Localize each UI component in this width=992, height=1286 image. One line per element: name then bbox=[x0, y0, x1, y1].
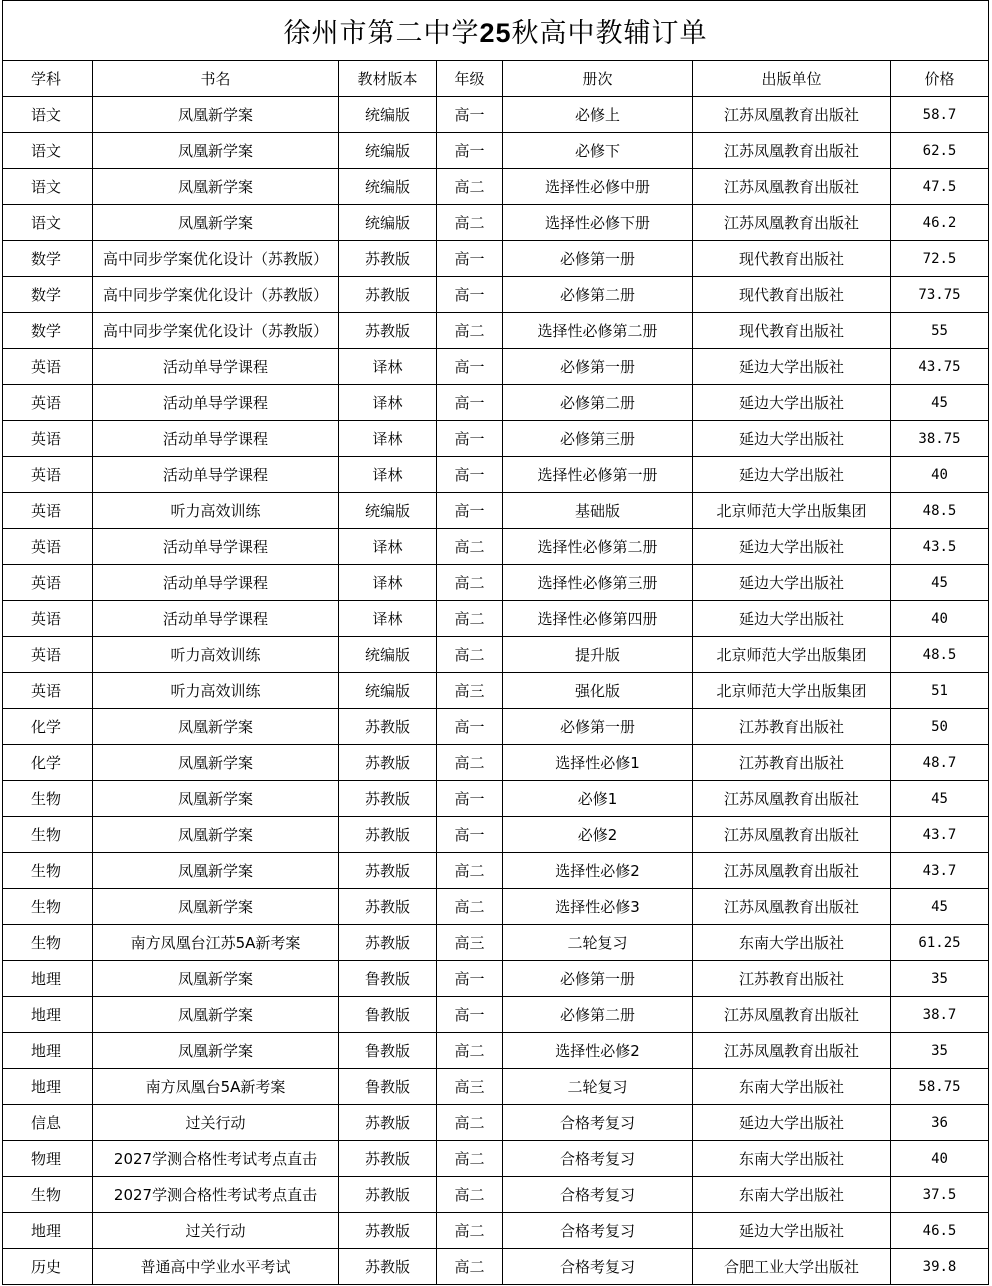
column-header-grade: 年级 bbox=[437, 61, 503, 97]
cell-book-title: 普通高中学业水平考试 bbox=[93, 1249, 339, 1285]
cell-price: 61.25 bbox=[891, 925, 989, 961]
cell-price: 47.5 bbox=[891, 169, 989, 205]
table-row bbox=[3, 997, 989, 1033]
cell-volume: 必修第一册 bbox=[503, 349, 693, 385]
cell-book-title: 听力高效训练 bbox=[93, 637, 339, 673]
order-sheet bbox=[2, 0, 988, 1285]
cell-publisher: 东南大学出版社 bbox=[693, 925, 891, 961]
cell-edition: 统编版 bbox=[339, 493, 437, 529]
cell-volume: 合格考复习 bbox=[503, 1141, 693, 1177]
cell-edition: 统编版 bbox=[339, 673, 437, 709]
cell-edition: 苏教版 bbox=[339, 277, 437, 313]
cell-subject: 生物 bbox=[3, 853, 93, 889]
cell-publisher: 现代教育出版社 bbox=[693, 313, 891, 349]
table-row bbox=[3, 853, 989, 889]
cell-publisher: 江苏教育出版社 bbox=[693, 745, 891, 781]
cell-grade: 高三 bbox=[437, 673, 503, 709]
table-row bbox=[3, 97, 989, 133]
cell-volume: 选择性必修下册 bbox=[503, 205, 693, 241]
cell-subject: 生物 bbox=[3, 817, 93, 853]
title-number: 25 bbox=[479, 18, 512, 48]
cell-price: 38.75 bbox=[891, 421, 989, 457]
title-suffix: 秋高中教辅订单 bbox=[511, 18, 708, 49]
cell-grade: 高一 bbox=[437, 961, 503, 997]
cell-grade: 高一 bbox=[437, 493, 503, 529]
cell-volume: 选择性必修第四册 bbox=[503, 601, 693, 637]
cell-subject: 数学 bbox=[3, 241, 93, 277]
cell-price: 50 bbox=[891, 709, 989, 745]
column-header-edition: 教材版本 bbox=[339, 61, 437, 97]
cell-grade: 高二 bbox=[437, 853, 503, 889]
cell-subject: 地理 bbox=[3, 1069, 93, 1105]
cell-subject: 英语 bbox=[3, 349, 93, 385]
cell-book-title: 活动单导学课程 bbox=[93, 421, 339, 457]
cell-volume: 选择性必修第二册 bbox=[503, 529, 693, 565]
table-row bbox=[3, 1069, 989, 1105]
cell-volume: 必修第一册 bbox=[503, 241, 693, 277]
cell-volume: 必修下 bbox=[503, 133, 693, 169]
cell-edition: 译林 bbox=[339, 457, 437, 493]
cell-publisher: 江苏凤凰教育出版社 bbox=[693, 853, 891, 889]
cell-grade: 高二 bbox=[437, 529, 503, 565]
cell-book-title: 听力高效训练 bbox=[93, 493, 339, 529]
column-header-price: 价格 bbox=[891, 61, 989, 97]
cell-subject: 语文 bbox=[3, 133, 93, 169]
cell-book-title: 过关行动 bbox=[93, 1213, 339, 1249]
table-row bbox=[3, 889, 989, 925]
cell-publisher: 江苏凤凰教育出版社 bbox=[693, 997, 891, 1033]
cell-grade: 高一 bbox=[437, 781, 503, 817]
cell-volume: 必修第二册 bbox=[503, 385, 693, 421]
cell-grade: 高二 bbox=[437, 889, 503, 925]
cell-publisher: 延边大学出版社 bbox=[693, 1213, 891, 1249]
cell-volume: 必修第一册 bbox=[503, 961, 693, 997]
cell-publisher: 现代教育出版社 bbox=[693, 241, 891, 277]
cell-subject: 生物 bbox=[3, 925, 93, 961]
cell-grade: 高一 bbox=[437, 421, 503, 457]
cell-subject: 语文 bbox=[3, 169, 93, 205]
cell-edition: 统编版 bbox=[339, 637, 437, 673]
cell-publisher: 东南大学出版社 bbox=[693, 1069, 891, 1105]
cell-edition: 苏教版 bbox=[339, 853, 437, 889]
cell-price: 35 bbox=[891, 961, 989, 997]
cell-publisher: 江苏凤凰教育出版社 bbox=[693, 205, 891, 241]
table-row bbox=[3, 529, 989, 565]
cell-book-title: 凤凰新学案 bbox=[93, 97, 339, 133]
cell-edition: 统编版 bbox=[339, 133, 437, 169]
cell-volume: 选择性必修2 bbox=[503, 853, 693, 889]
column-header-volume: 册次 bbox=[503, 61, 693, 97]
cell-subject: 数学 bbox=[3, 313, 93, 349]
order-table bbox=[2, 0, 989, 1285]
cell-publisher: 东南大学出版社 bbox=[693, 1177, 891, 1213]
table-row bbox=[3, 313, 989, 349]
cell-volume: 必修第二册 bbox=[503, 997, 693, 1033]
title-prefix: 徐州市第二中学 bbox=[283, 18, 480, 49]
cell-subject: 英语 bbox=[3, 565, 93, 601]
cell-publisher: 江苏教育出版社 bbox=[693, 709, 891, 745]
cell-book-title: 活动单导学课程 bbox=[93, 457, 339, 493]
cell-price: 45 bbox=[891, 889, 989, 925]
cell-volume: 必修第三册 bbox=[503, 421, 693, 457]
cell-volume: 选择性必修3 bbox=[503, 889, 693, 925]
cell-edition: 苏教版 bbox=[339, 1213, 437, 1249]
cell-subject: 化学 bbox=[3, 709, 93, 745]
cell-grade: 高二 bbox=[437, 1141, 503, 1177]
cell-edition: 统编版 bbox=[339, 97, 437, 133]
cell-book-title: 凤凰新学案 bbox=[93, 781, 339, 817]
cell-book-title: 过关行动 bbox=[93, 1105, 339, 1141]
cell-grade: 高三 bbox=[437, 1069, 503, 1105]
cell-grade: 高一 bbox=[437, 241, 503, 277]
table-row bbox=[3, 1213, 989, 1249]
cell-edition: 统编版 bbox=[339, 205, 437, 241]
column-header-book-title: 书名 bbox=[93, 61, 339, 97]
cell-subject: 历史 bbox=[3, 1249, 93, 1285]
cell-edition: 译林 bbox=[339, 529, 437, 565]
table-row bbox=[3, 673, 989, 709]
cell-publisher: 东南大学出版社 bbox=[693, 1141, 891, 1177]
table-row bbox=[3, 205, 989, 241]
cell-volume: 二轮复习 bbox=[503, 925, 693, 961]
cell-publisher: 北京师范大学出版集团 bbox=[693, 673, 891, 709]
cell-volume: 选择性必修2 bbox=[503, 1033, 693, 1069]
cell-publisher: 合肥工业大学出版社 bbox=[693, 1249, 891, 1285]
cell-volume: 合格考复习 bbox=[503, 1249, 693, 1285]
cell-volume: 二轮复习 bbox=[503, 1069, 693, 1105]
cell-grade: 高一 bbox=[437, 349, 503, 385]
cell-book-title: 活动单导学课程 bbox=[93, 385, 339, 421]
table-row bbox=[3, 277, 989, 313]
cell-volume: 必修第二册 bbox=[503, 277, 693, 313]
cell-subject: 生物 bbox=[3, 781, 93, 817]
table-row bbox=[3, 925, 989, 961]
cell-edition: 译林 bbox=[339, 385, 437, 421]
table-row bbox=[3, 385, 989, 421]
cell-publisher: 江苏凤凰教育出版社 bbox=[693, 817, 891, 853]
cell-grade: 高一 bbox=[437, 709, 503, 745]
table-row bbox=[3, 493, 989, 529]
cell-price: 48.5 bbox=[891, 637, 989, 673]
cell-publisher: 江苏凤凰教育出版社 bbox=[693, 1033, 891, 1069]
cell-edition: 译林 bbox=[339, 601, 437, 637]
cell-subject: 物理 bbox=[3, 1141, 93, 1177]
cell-publisher: 延边大学出版社 bbox=[693, 529, 891, 565]
cell-book-title: 2027学测合格性考试考点直击 bbox=[93, 1141, 339, 1177]
cell-price: 39.8 bbox=[891, 1249, 989, 1285]
cell-edition: 鲁教版 bbox=[339, 997, 437, 1033]
cell-edition: 苏教版 bbox=[339, 745, 437, 781]
cell-grade: 高二 bbox=[437, 1033, 503, 1069]
cell-price: 73.75 bbox=[891, 277, 989, 313]
cell-grade: 高二 bbox=[437, 1177, 503, 1213]
cell-edition: 鲁教版 bbox=[339, 961, 437, 997]
cell-price: 37.5 bbox=[891, 1177, 989, 1213]
cell-book-title: 高中同步学案优化设计（苏教版） bbox=[93, 241, 339, 277]
cell-grade: 高二 bbox=[437, 1213, 503, 1249]
cell-grade: 高二 bbox=[437, 205, 503, 241]
cell-subject: 语文 bbox=[3, 97, 93, 133]
cell-edition: 译林 bbox=[339, 349, 437, 385]
cell-volume: 必修1 bbox=[503, 781, 693, 817]
cell-price: 51 bbox=[891, 673, 989, 709]
cell-book-title: 南方凤凰台江苏5A新考案 bbox=[93, 925, 339, 961]
cell-book-title: 高中同步学案优化设计（苏教版） bbox=[93, 313, 339, 349]
cell-volume: 合格考复习 bbox=[503, 1213, 693, 1249]
cell-book-title: 活动单导学课程 bbox=[93, 529, 339, 565]
cell-book-title: 凤凰新学案 bbox=[93, 709, 339, 745]
cell-grade: 高二 bbox=[437, 313, 503, 349]
cell-price: 48.7 bbox=[891, 745, 989, 781]
cell-price: 72.5 bbox=[891, 241, 989, 277]
cell-edition: 译林 bbox=[339, 421, 437, 457]
table-body bbox=[3, 97, 989, 1285]
cell-volume: 提升版 bbox=[503, 637, 693, 673]
cell-subject: 生物 bbox=[3, 1177, 93, 1213]
cell-subject: 英语 bbox=[3, 385, 93, 421]
cell-price: 45 bbox=[891, 385, 989, 421]
table-row bbox=[3, 961, 989, 997]
cell-publisher: 江苏凤凰教育出版社 bbox=[693, 133, 891, 169]
page-title bbox=[3, 1, 989, 61]
table-row bbox=[3, 1105, 989, 1141]
table-row bbox=[3, 1177, 989, 1213]
cell-volume: 必修2 bbox=[503, 817, 693, 853]
cell-subject: 英语 bbox=[3, 601, 93, 637]
cell-edition: 苏教版 bbox=[339, 817, 437, 853]
cell-price: 46.2 bbox=[891, 205, 989, 241]
table-row bbox=[3, 1249, 989, 1285]
cell-edition: 苏教版 bbox=[339, 241, 437, 277]
cell-grade: 高一 bbox=[437, 997, 503, 1033]
cell-book-title: 凤凰新学案 bbox=[93, 997, 339, 1033]
cell-grade: 高二 bbox=[437, 637, 503, 673]
cell-publisher: 延边大学出版社 bbox=[693, 385, 891, 421]
cell-book-title: 凤凰新学案 bbox=[93, 745, 339, 781]
cell-publisher: 延边大学出版社 bbox=[693, 1105, 891, 1141]
cell-volume: 选择性必修第一册 bbox=[503, 457, 693, 493]
cell-publisher: 现代教育出版社 bbox=[693, 277, 891, 313]
cell-publisher: 江苏凤凰教育出版社 bbox=[693, 169, 891, 205]
cell-price: 48.5 bbox=[891, 493, 989, 529]
cell-publisher: 延边大学出版社 bbox=[693, 457, 891, 493]
cell-publisher: 江苏教育出版社 bbox=[693, 961, 891, 997]
cell-edition: 苏教版 bbox=[339, 1249, 437, 1285]
cell-book-title: 凤凰新学案 bbox=[93, 133, 339, 169]
cell-subject: 化学 bbox=[3, 745, 93, 781]
cell-edition: 鲁教版 bbox=[339, 1069, 437, 1105]
column-header-publisher: 出版单位 bbox=[693, 61, 891, 97]
cell-subject: 语文 bbox=[3, 205, 93, 241]
cell-price: 46.5 bbox=[891, 1213, 989, 1249]
cell-price: 40 bbox=[891, 457, 989, 493]
cell-grade: 高三 bbox=[437, 925, 503, 961]
cell-volume: 选择性必修1 bbox=[503, 745, 693, 781]
column-header-row bbox=[3, 61, 989, 97]
cell-edition: 苏教版 bbox=[339, 889, 437, 925]
cell-subject: 英语 bbox=[3, 529, 93, 565]
cell-grade: 高一 bbox=[437, 97, 503, 133]
cell-price: 36 bbox=[891, 1105, 989, 1141]
cell-grade: 高一 bbox=[437, 457, 503, 493]
cell-subject: 地理 bbox=[3, 961, 93, 997]
cell-publisher: 延边大学出版社 bbox=[693, 421, 891, 457]
cell-book-title: 凤凰新学案 bbox=[93, 889, 339, 925]
cell-price: 35 bbox=[891, 1033, 989, 1069]
cell-book-title: 2027学测合格性考试考点直击 bbox=[93, 1177, 339, 1213]
cell-price: 43.7 bbox=[891, 853, 989, 889]
table-row bbox=[3, 1141, 989, 1177]
cell-publisher: 延边大学出版社 bbox=[693, 349, 891, 385]
cell-publisher: 北京师范大学出版集团 bbox=[693, 637, 891, 673]
cell-volume: 强化版 bbox=[503, 673, 693, 709]
cell-grade: 高二 bbox=[437, 1249, 503, 1285]
cell-price: 58.7 bbox=[891, 97, 989, 133]
cell-publisher: 北京师范大学出版集团 bbox=[693, 493, 891, 529]
table-row bbox=[3, 133, 989, 169]
cell-book-title: 凤凰新学案 bbox=[93, 1033, 339, 1069]
cell-edition: 苏教版 bbox=[339, 709, 437, 745]
cell-book-title: 凤凰新学案 bbox=[93, 853, 339, 889]
table-row bbox=[3, 637, 989, 673]
cell-volume: 选择性必修第二册 bbox=[503, 313, 693, 349]
cell-grade: 高一 bbox=[437, 277, 503, 313]
cell-volume: 基础版 bbox=[503, 493, 693, 529]
cell-book-title: 南方凤凰台5A新考案 bbox=[93, 1069, 339, 1105]
cell-volume: 选择性必修中册 bbox=[503, 169, 693, 205]
cell-edition: 苏教版 bbox=[339, 925, 437, 961]
cell-volume: 合格考复习 bbox=[503, 1105, 693, 1141]
cell-subject: 地理 bbox=[3, 1213, 93, 1249]
cell-subject: 英语 bbox=[3, 493, 93, 529]
cell-price: 45 bbox=[891, 781, 989, 817]
table-row bbox=[3, 601, 989, 637]
cell-volume: 必修第一册 bbox=[503, 709, 693, 745]
cell-grade: 高二 bbox=[437, 565, 503, 601]
table-row bbox=[3, 709, 989, 745]
cell-edition: 译林 bbox=[339, 565, 437, 601]
cell-edition: 苏教版 bbox=[339, 1177, 437, 1213]
cell-grade: 高二 bbox=[437, 745, 503, 781]
cell-publisher: 延边大学出版社 bbox=[693, 601, 891, 637]
cell-publisher: 延边大学出版社 bbox=[693, 565, 891, 601]
table-row bbox=[3, 817, 989, 853]
cell-edition: 苏教版 bbox=[339, 1105, 437, 1141]
cell-edition: 苏教版 bbox=[339, 1141, 437, 1177]
cell-grade: 高一 bbox=[437, 133, 503, 169]
cell-subject: 地理 bbox=[3, 1033, 93, 1069]
cell-price: 43.75 bbox=[891, 349, 989, 385]
table-row bbox=[3, 349, 989, 385]
cell-price: 45 bbox=[891, 565, 989, 601]
cell-volume: 必修上 bbox=[503, 97, 693, 133]
cell-publisher: 江苏凤凰教育出版社 bbox=[693, 97, 891, 133]
cell-price: 38.7 bbox=[891, 997, 989, 1033]
cell-grade: 高二 bbox=[437, 169, 503, 205]
cell-price: 40 bbox=[891, 1141, 989, 1177]
cell-price: 40 bbox=[891, 601, 989, 637]
cell-publisher: 江苏凤凰教育出版社 bbox=[693, 781, 891, 817]
cell-book-title: 凤凰新学案 bbox=[93, 169, 339, 205]
table-row bbox=[3, 1033, 989, 1069]
table-row bbox=[3, 565, 989, 601]
column-header-subject: 学科 bbox=[3, 61, 93, 97]
table-row bbox=[3, 169, 989, 205]
cell-book-title: 活动单导学课程 bbox=[93, 349, 339, 385]
cell-price: 58.75 bbox=[891, 1069, 989, 1105]
cell-book-title: 凤凰新学案 bbox=[93, 817, 339, 853]
cell-subject: 数学 bbox=[3, 277, 93, 313]
cell-subject: 英语 bbox=[3, 673, 93, 709]
cell-edition: 苏教版 bbox=[339, 781, 437, 817]
cell-subject: 地理 bbox=[3, 997, 93, 1033]
cell-book-title: 凤凰新学案 bbox=[93, 205, 339, 241]
cell-edition: 苏教版 bbox=[339, 313, 437, 349]
table-row bbox=[3, 745, 989, 781]
cell-subject: 英语 bbox=[3, 637, 93, 673]
cell-book-title: 凤凰新学案 bbox=[93, 961, 339, 997]
cell-book-title: 高中同步学案优化设计（苏教版） bbox=[93, 277, 339, 313]
cell-book-title: 听力高效训练 bbox=[93, 673, 339, 709]
cell-subject: 英语 bbox=[3, 457, 93, 493]
cell-grade: 高二 bbox=[437, 601, 503, 637]
cell-subject: 生物 bbox=[3, 889, 93, 925]
cell-price: 43.5 bbox=[891, 529, 989, 565]
cell-volume: 合格考复习 bbox=[503, 1177, 693, 1213]
cell-grade: 高一 bbox=[437, 385, 503, 421]
cell-volume: 选择性必修第三册 bbox=[503, 565, 693, 601]
cell-price: 43.7 bbox=[891, 817, 989, 853]
cell-subject: 信息 bbox=[3, 1105, 93, 1141]
cell-grade: 高二 bbox=[437, 1105, 503, 1141]
cell-price: 62.5 bbox=[891, 133, 989, 169]
table-row bbox=[3, 241, 989, 277]
cell-book-title: 活动单导学课程 bbox=[93, 601, 339, 637]
cell-price: 55 bbox=[891, 313, 989, 349]
cell-grade: 高一 bbox=[437, 817, 503, 853]
cell-edition: 统编版 bbox=[339, 169, 437, 205]
table-row bbox=[3, 781, 989, 817]
cell-book-title: 活动单导学课程 bbox=[93, 565, 339, 601]
cell-publisher: 江苏凤凰教育出版社 bbox=[693, 889, 891, 925]
table-row bbox=[3, 421, 989, 457]
cell-edition: 鲁教版 bbox=[339, 1033, 437, 1069]
table-row bbox=[3, 457, 989, 493]
cell-subject: 英语 bbox=[3, 421, 93, 457]
